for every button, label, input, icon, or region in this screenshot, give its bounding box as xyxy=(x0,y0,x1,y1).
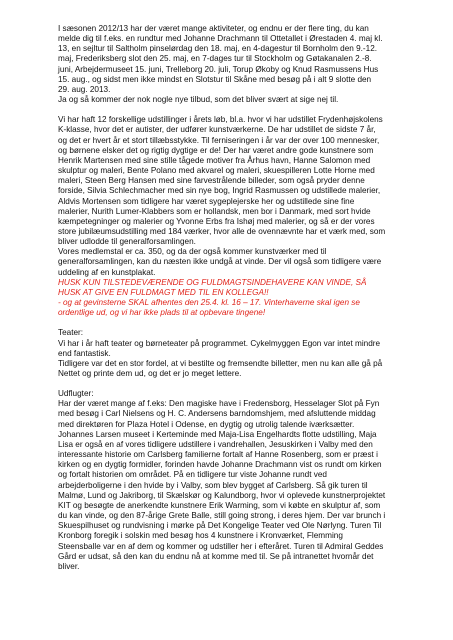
text-line: og børnene elsker det og rigtig dygtige er de! Der har været andre gode kunstnere som xyxy=(58,145,374,155)
text-line: Nettet og printe dem ud, og det er jo meget lettere. xyxy=(58,369,242,378)
text-line: Vi har i år haft teater og børneteater på programmet. Cykelmyggen Egon var intet mindre xyxy=(58,338,381,348)
theater-paragraph xyxy=(58,328,430,379)
text-line: 29. aug. 2013. xyxy=(58,84,111,94)
text-line: Ja og så kommer der nok nogle nye tilbud, som det bliver svært at sige nej til. xyxy=(58,95,339,105)
notice-line: HUSK KUN TILSTEDEVÆRENDE OG FULDMAGTSINDEHAVERE KAN VINDE, SÅ xyxy=(58,277,367,287)
text-line: interessante historie om Carlsberg familierne fortalt af Hanne Rosenberg, som er præst i xyxy=(58,450,378,460)
text-line: kæmpetegninger og malerier og Yvonne Erbs fra Ishøj med malerier, og så er der vores xyxy=(58,216,375,226)
text-line: end fantastisk. xyxy=(58,348,111,358)
paragraph-gap xyxy=(58,105,430,115)
text-line: Aldvis Mortensen som tidligere har været sygeplejerske her og udstillede sine fine xyxy=(58,196,355,206)
document-page xyxy=(58,24,430,572)
text-line: og fortalt historien om området. På en tidligere tur viste Johanne rundt ved xyxy=(58,470,327,480)
section-heading-trips: Udflugter: xyxy=(58,389,94,399)
text-line: arbejderboligerne i den hvide by i Valby, som blev bygget af Carlsberg. Så gik turen til xyxy=(58,480,368,490)
text-line: Gård er udsat, så den kan du endnu nå at komme med til. Se på intranettet hvornår det xyxy=(58,551,374,561)
text-line: uddeling af en kunstplakat. xyxy=(58,267,156,277)
text-line: generalforsamlingen, kan du næsten ikke undgå at vinde. Der vil også som tidligere være xyxy=(58,257,382,267)
text-line: maleri, Steen Berg Hansen med sine farvestrålende billeder, som også pryder denne xyxy=(58,176,365,186)
text-line: 13, en sejltur til Saltholm pinselørdag den 18. maj, en 4-dagestur til Bornholm den 9.-12. xyxy=(58,44,378,54)
text-line: melde dig til f.eks. en rundtur med Johanne Drachmann til Ottetallet i Ørestaden 4. maj kl. xyxy=(58,34,383,44)
text-line: Tidligere var det en stor fordel, at vi bestilte og fremsendte billetter, men nu kan alle gå på xyxy=(58,358,383,368)
paragraph-gap xyxy=(58,318,430,328)
text-line: Har der været mange af f.eks: Den magiske have i Fredensborg, Hesselager Slot på Fyn xyxy=(58,399,380,409)
text-line: K-klasse, hvor det er autister, der udfører kunstværkerne. De har udstillet de sidste 7 år, xyxy=(58,125,376,135)
trips-paragraph xyxy=(58,389,430,572)
text-line: forside, Silvia Schlechmacher med sin nye bog, Ingrid Rasmussen og udstillede malerier, xyxy=(58,186,381,196)
text-line: og det er hvert år et stort tillæbsstykke. Til ferniseringen i år var der over 100 mennesker, xyxy=(58,135,380,145)
notice-line: ordentlige ud, og vi har ikke plads til at opbevare tingene! xyxy=(58,308,266,318)
text-line: Vi har haft 12 forskellige udstillinger i årets løb, bl.a. hvor vi har udstillet Frydenhøjskolens xyxy=(58,115,383,125)
text-line: kirken og en dygtig formidler, forinden havde Johanne Drachmann vist os rundt om kirken xyxy=(58,460,382,470)
notice-paragraph xyxy=(58,278,430,319)
text-line: Johannes Larsen museet i Kerteminde med Maja-Lisa Engelhardts flotte udstilling, Maja xyxy=(58,429,377,439)
text-line: Skuespilhuset og rundvisning i mørke på Det Kongelige Teater ved Ole Nørlyng. Turen Til xyxy=(58,521,382,531)
notice-line: - og at gevinsterne SKAL afhentes den 25.4. kl. 16 – 17. Vinterhaverne skal igen se xyxy=(58,298,360,308)
exhibitions-paragraph xyxy=(58,115,430,278)
text-line: KIT og besøgte de anerkendte kunstnere Erik Warming, som vi købte en skulptur af, som xyxy=(58,500,381,510)
paragraph-gap xyxy=(58,379,430,389)
text-line: med besøg i Carl Nielsens og H. C. Andersens barndomshjem, med afsluttende middag xyxy=(58,409,376,419)
text-line: maj, Frederiksberg slot den 25. maj, en 7-dages tur til Stockholm og Gøtakanalen 2.-8. xyxy=(58,54,372,64)
text-line: bliver. xyxy=(58,561,80,571)
text-line: Malmø, Lund og Jakriborg, til Skælskør og Kalundborg, hvor vi oplevede kunstnerprojektet xyxy=(58,490,386,500)
text-line: Steensballe var en af dem og kommer og udstiller her i efteråret. Turen til Admiral Geddes xyxy=(58,541,384,551)
text-line: med direktøren for Plaza Hotel i Odense, en dygtig og utrolig talende iværksætter. xyxy=(58,419,355,429)
text-line: Kronborg foregik i solskin med besøg hos 4 kunstnere i Kronværket, Flemming xyxy=(58,531,343,541)
section-heading-theater: Teater: xyxy=(58,328,84,338)
text-line: store jubilæumsudstilling med 184 værker, hvor alle de ovennævnte har et værk med, som xyxy=(58,226,386,236)
text-line: juni, Arbejdermuseet 15. juni, Trelleborg 20. juli, Torup Økoby og Knud Rasmussens Hus xyxy=(58,64,379,74)
text-line: bliver udlodde til generalforsamlingen. xyxy=(58,237,196,247)
text-line: I sæsonen 2012/13 har der været mange aktiviteter, og endnu er der flere ting, du kan xyxy=(58,24,369,33)
intro-paragraph xyxy=(58,24,430,105)
text-line: Vores medlemstal er ca. 350, og da der også kommer kunstværker med til xyxy=(58,247,327,257)
text-line: du kan vinde, og den 87-årige Grete Balle, still going strong, i deres hjem. Der var brunch i xyxy=(58,511,386,521)
notice-line: HUSK AT GIVE EN FULDMAGT MED TIL EN KOLLEGA!! xyxy=(58,287,269,297)
text-line: Henrik Martensen med sine stille tågede motiver fra Århus havn, Hanne Salomon med xyxy=(58,155,371,165)
text-line: malerier, Nurith Lumer-Klabbers som er hollandsk, men bor i Danmark, med sort hvide xyxy=(58,206,371,216)
text-line: 15. aug., og sidst men ikke mindst en Slotstur til Skåne med besøg på i alt 9 slotte den xyxy=(58,74,372,84)
text-line: Lisa er også en af vores tidligere udstillere i vandrehallen, Jesuskirken i Valby med den xyxy=(58,439,373,449)
text-line: skulptur og maleri, Bente Polano med akvarel og maleri, skuespilleren Lotte Horne med xyxy=(58,166,375,176)
